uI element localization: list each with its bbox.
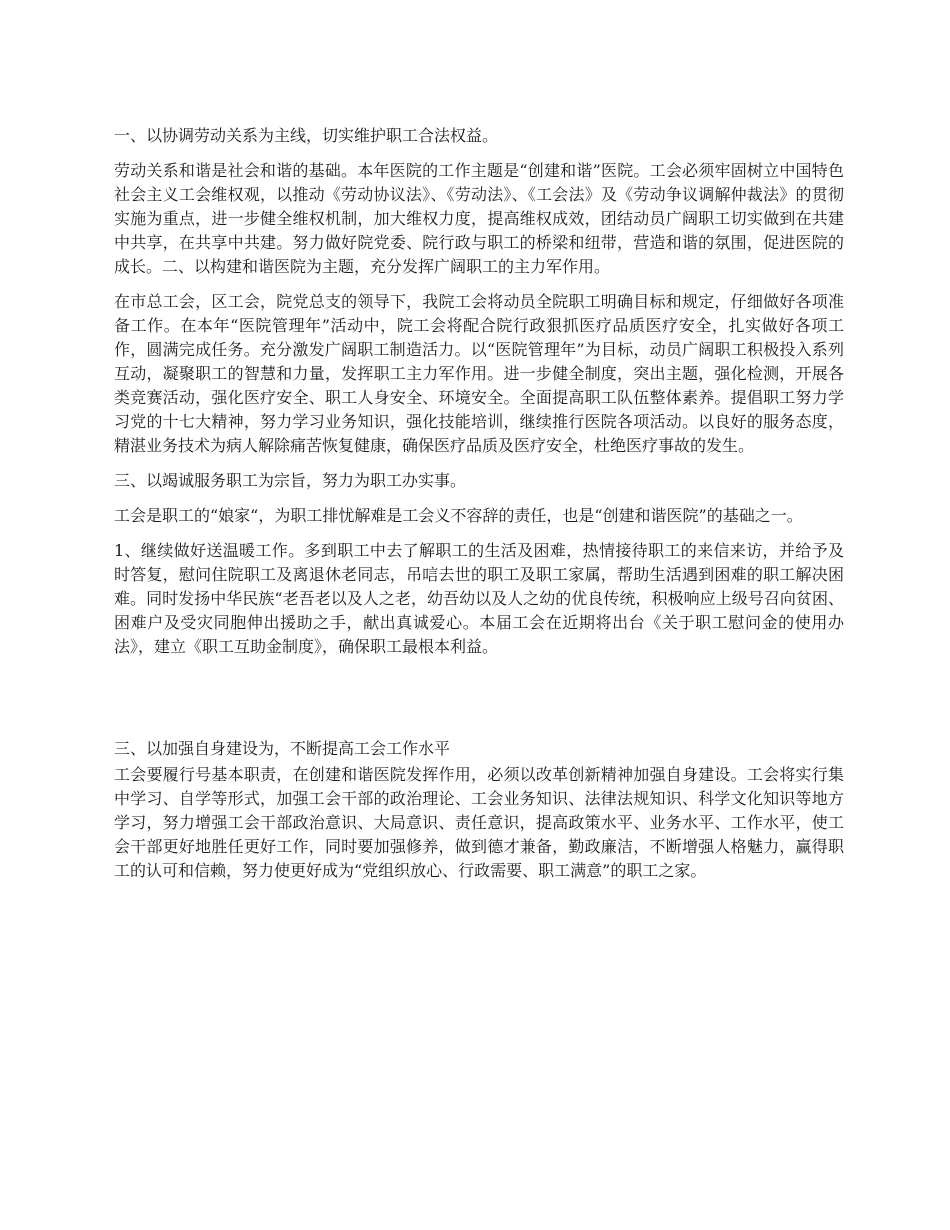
section-heading-self-building: 三、以加强自身建设为，不断提高工会工作水平 <box>114 739 451 758</box>
section-heading-1: 一、以协调劳动关系为主线，切实维护职工合法权益。 <box>114 126 499 145</box>
section-heading-3: 三、以竭诚服务职工为宗旨，努力为职工办实事。 <box>114 471 467 490</box>
paragraph-hospital-management: 在市总工会，区工会，院党总支的领导下，我院工会将动员全院职工明确目标和规定，仔细做好各项准备工作。在本年“医院管理年”活动中，院工会将配合院行政狠抓医疗品质医疗安全，扎实做好各项工作，圆满完成任务。充分激发广阔职工制造活力。以“医院管理年”为目标，动员广阔职工积极投入系列互动，凝聚职工的智慧和力量，发挥职工主力军作用。进一步健全制度，突出主题，强化检测，开展各类竞赛活动，强化医疗安全、职工人身安全、环境安全。全面提高职工队伍整体素养。提倡职工努力学习党的十七大精神，努力学习业务知识，强化技能培训，继续推行医院各项活动。以良好的服务态度，精湛业务技术为病人解除痛苦恢复健康，确保医疗品质及医疗安全，杜绝医疗事故的发生。 <box>114 292 844 455</box>
paragraph-union-home: 工会是职工的“娘家“，为职工排忧解难是工会义不容辞的责任，也是“创建和谐医院”的基础之一。 <box>114 506 803 525</box>
paragraph-self-building: 工会要履行号基本职责，在创建和谐医院发挥作用，必须以改革创新精神加强自身建设。工会将实行集中学习、自学等形式，加强工会干部的政治理论、工会业务知识、法律法规知识、科学文化知识等地方学习，努力增强工会干部政治意识、大局意识、责任意识，提高政策水平、业务水平、工作水平，使工会干部更好地胜任更好工作，同时要加强修养，做到德才兼备，勤政廉洁，不断增强人格魅力，赢得职工的认可和信赖，努力使更好成为“党组织放心、行政需要、职工满意”的职工之家。 <box>114 765 844 880</box>
document-body <box>114 124 844 894</box>
paragraph-warmth-work: 1、继续做好送温暖工作。多到职工中去了解职工的生活及困难，热情接待职工的来信来访，并给予及时答复，慰问住院职工及离退休老同志，吊唁去世的职工及职工家属，帮助生活遇到困难的职工解决困难。同时发扬中华民族“老吾老以及人之老，幼吾幼以及人之幼的优良传统，积极响应上级号召向贫困、困难户及受灾同胞伸出援助之手，献出真诚爱心。本届工会在近期将出台《关于职工慰问金的使用办法》，建立《职工互助金制度》，确保职工最根本利益。 <box>114 541 844 656</box>
paragraph-labor-relations: 劳动关系和谐是社会和谐的基础。本年医院的工作主题是“创建和谐”医院。工会必须牢固树立中国特色社会主义工会维权观，以推动《劳动协议法》、《劳动法》、《工会法》及《劳动争议调解仲裁法》的贯彻实施为重点，进一步健全维权机制，加大维权力度，提高维权成效，团结动员广阔职工切实做到在共建中共享，在共享中共建。努力做好院党委、院行政与职工的桥梁和纽带，营造和谐的氛围，促进医院的成长。二、以构建和谐医院为主题，充分发挥广阔职工的主力军作用。 <box>114 161 844 276</box>
